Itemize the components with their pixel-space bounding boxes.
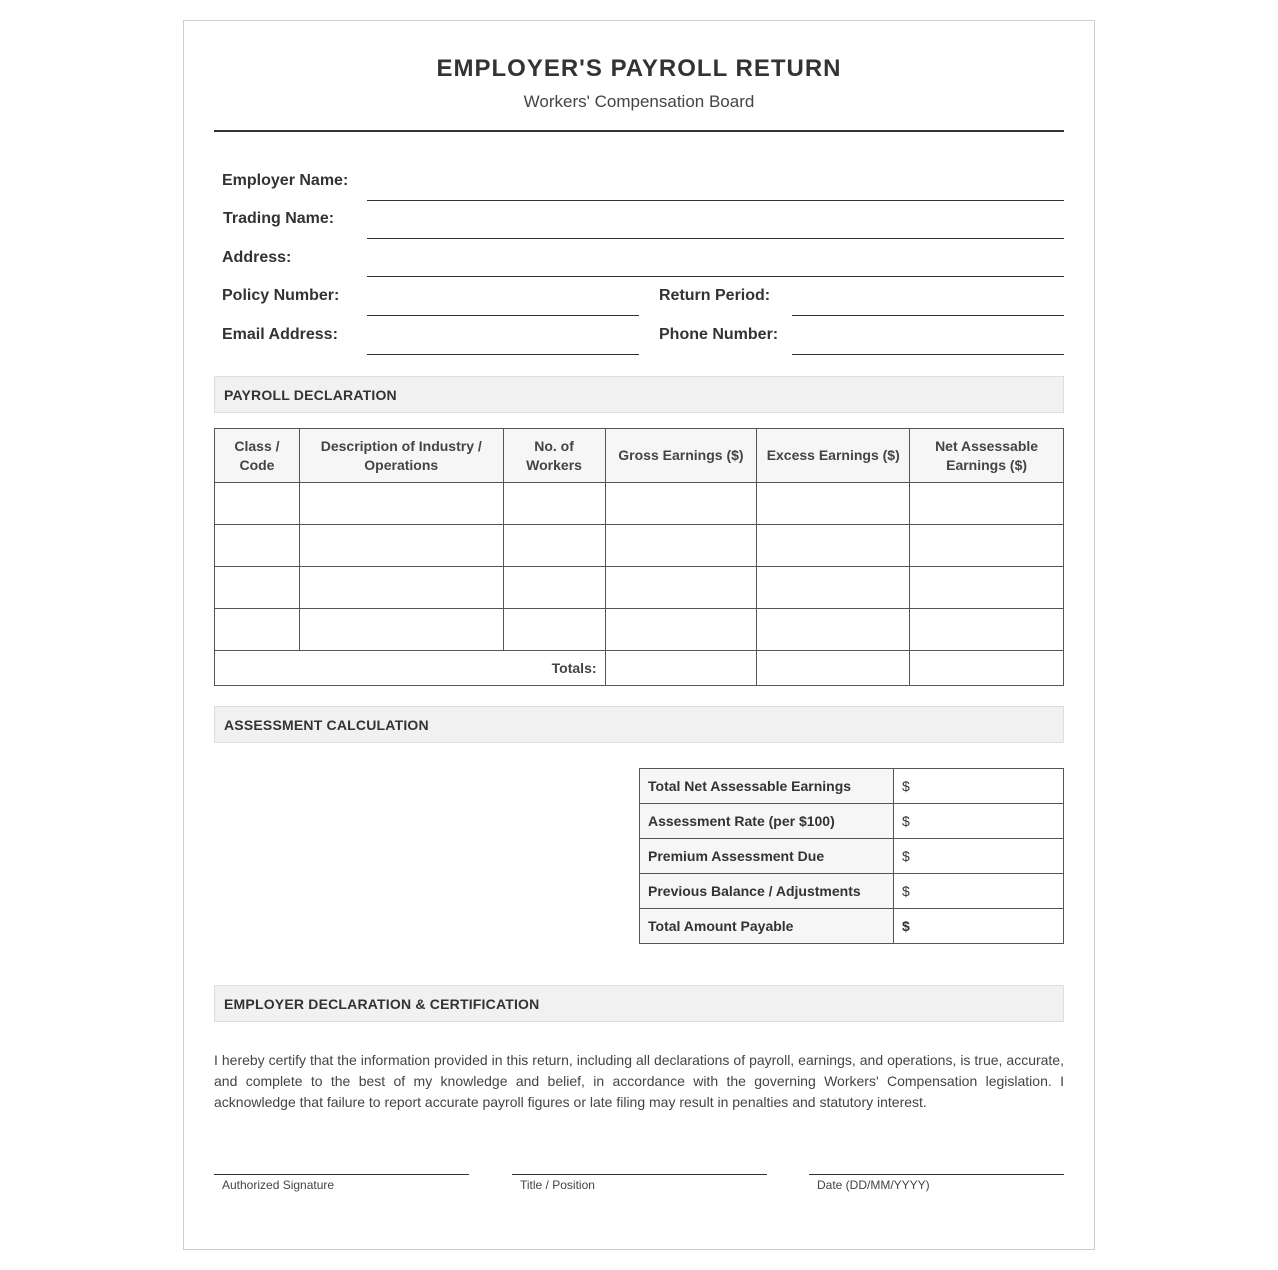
assessment-value[interactable]: $ bbox=[894, 804, 1064, 839]
table-cell[interactable] bbox=[503, 483, 605, 525]
header-divider bbox=[214, 130, 1064, 132]
phone-number-field[interactable] bbox=[792, 354, 1064, 355]
assessment-section-header bbox=[214, 706, 1064, 743]
total-net-cell[interactable] bbox=[910, 651, 1064, 686]
table-cell[interactable] bbox=[215, 567, 300, 609]
payroll-section-title: PAYROLL DECLARATION bbox=[224, 387, 397, 403]
trading-name-label: Trading Name: bbox=[223, 210, 335, 227]
assessment-value[interactable]: $ bbox=[894, 769, 1064, 804]
column-header: Gross Earnings ($) bbox=[605, 429, 757, 483]
column-header: Net Assessable Earnings ($) bbox=[910, 429, 1064, 483]
certification-text: I hereby certify that the information provided in this return, including all declarations of payroll, earnings, and operations, is true, accurate, and complete to the best of my knowledge and belief, in accordance with the governing Workers' Compensation legislation. I acknowledge that failure to report accurate payroll figures or late filing may result in penalties and statutory interest. bbox=[214, 1052, 1064, 1110]
payroll-header-row bbox=[215, 429, 1064, 483]
table-cell[interactable] bbox=[215, 483, 300, 525]
declaration-section-title: EMPLOYER DECLARATION & CERTIFICATION bbox=[224, 996, 540, 1012]
table-cell[interactable] bbox=[299, 483, 503, 525]
table-cell[interactable] bbox=[757, 483, 910, 525]
table-cell[interactable] bbox=[910, 483, 1064, 525]
policy-number-label: Policy Number: bbox=[222, 287, 340, 304]
assessment-table bbox=[639, 768, 1064, 944]
assessment-label: Premium Assessment Due bbox=[640, 839, 894, 874]
table-cell[interactable] bbox=[503, 609, 605, 651]
form-subtitle: Workers' Compensation Board bbox=[523, 92, 755, 111]
title-position-field[interactable] bbox=[512, 1174, 767, 1175]
column-header: Excess Earnings ($) bbox=[757, 429, 910, 483]
payroll-table bbox=[214, 428, 1064, 686]
assessment-row bbox=[640, 874, 1064, 909]
table-row bbox=[215, 525, 1064, 567]
form-title: EMPLOYER'S PAYROLL RETURN bbox=[436, 55, 842, 82]
table-cell[interactable] bbox=[215, 609, 300, 651]
assessment-section-title: ASSESSMENT CALCULATION bbox=[224, 717, 429, 733]
assessment-row bbox=[640, 804, 1064, 839]
column-header: No. of Workers bbox=[503, 429, 605, 483]
totals-row bbox=[215, 651, 1064, 686]
trading-name-field[interactable] bbox=[367, 238, 1064, 239]
declaration-section-header bbox=[214, 985, 1064, 1022]
return-period-field[interactable] bbox=[792, 315, 1064, 316]
table-cell[interactable] bbox=[299, 525, 503, 567]
assessment-row bbox=[640, 839, 1064, 874]
assessment-label: Total Amount Payable bbox=[640, 909, 894, 944]
signature-label: Authorized Signature bbox=[222, 1178, 335, 1192]
table-cell[interactable] bbox=[299, 609, 503, 651]
assessment-label: Assessment Rate (per $100) bbox=[640, 804, 894, 839]
table-cell[interactable] bbox=[605, 567, 757, 609]
table-cell[interactable] bbox=[215, 525, 300, 567]
policy-number-field[interactable] bbox=[367, 315, 639, 316]
assessment-label: Previous Balance / Adjustments bbox=[640, 874, 894, 909]
payroll-return-form bbox=[183, 20, 1095, 1250]
total-gross-cell[interactable] bbox=[605, 651, 757, 686]
assessment-row bbox=[640, 769, 1064, 804]
email-address-label: Email Address: bbox=[222, 326, 338, 343]
totals-label: Totals: bbox=[215, 651, 606, 686]
address-label: Address: bbox=[222, 249, 292, 266]
title-position-label: Title / Position bbox=[520, 1178, 595, 1192]
assessment-value[interactable]: $ bbox=[894, 839, 1064, 874]
assessment-value[interactable]: $ bbox=[894, 874, 1064, 909]
table-cell[interactable] bbox=[605, 525, 757, 567]
assessment-value[interactable]: $ bbox=[894, 909, 1064, 944]
signature-field[interactable] bbox=[214, 1174, 469, 1175]
table-cell[interactable] bbox=[503, 567, 605, 609]
date-field[interactable] bbox=[809, 1174, 1064, 1175]
table-cell[interactable] bbox=[757, 609, 910, 651]
table-cell[interactable] bbox=[910, 609, 1064, 651]
table-cell[interactable] bbox=[757, 525, 910, 567]
table-cell[interactable] bbox=[605, 609, 757, 651]
total-excess-cell[interactable] bbox=[757, 651, 910, 686]
assessment-row bbox=[640, 909, 1064, 944]
employer-name-field[interactable] bbox=[367, 200, 1064, 201]
table-cell[interactable] bbox=[503, 525, 605, 567]
return-period-label: Return Period: bbox=[659, 287, 771, 304]
date-label: Date (DD/MM/YYYY) bbox=[817, 1178, 930, 1192]
table-cell[interactable] bbox=[299, 567, 503, 609]
column-header: Class / Code bbox=[215, 429, 300, 483]
column-header: Description of Industry / Operations bbox=[299, 429, 503, 483]
table-cell[interactable] bbox=[910, 567, 1064, 609]
address-field[interactable] bbox=[367, 276, 1064, 277]
assessment-label: Total Net Assessable Earnings bbox=[640, 769, 894, 804]
table-row bbox=[215, 609, 1064, 651]
table-cell[interactable] bbox=[910, 525, 1064, 567]
payroll-section-header bbox=[214, 376, 1064, 413]
table-cell[interactable] bbox=[757, 567, 910, 609]
email-address-field[interactable] bbox=[367, 354, 639, 355]
table-row bbox=[215, 567, 1064, 609]
table-row bbox=[215, 483, 1064, 525]
table-cell[interactable] bbox=[605, 483, 757, 525]
phone-number-label: Phone Number: bbox=[659, 326, 779, 343]
employer-name-label: Employer Name: bbox=[222, 172, 349, 189]
